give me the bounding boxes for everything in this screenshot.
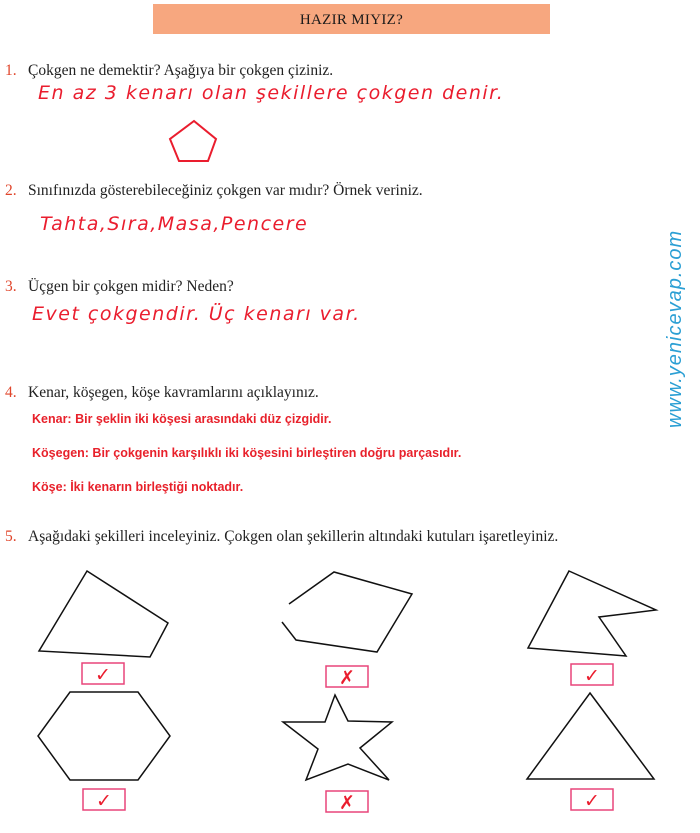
answer-3: Evet çokgendir. Üç kenarı var. [32,303,361,325]
definition-kose: Köşe: İki kenarın birleştiği noktadır. [32,480,244,494]
question-text: Sınıfınızda gösterebileceğiniz çokgen var mıdır? Örnek veriniz. [28,182,423,199]
cross-mark: ✗ [339,792,355,814]
answer-2: Tahta,Sıra,Masa,Pencere [40,213,309,235]
answer-1: En az 3 kenarı olan şekillere çokgen denir. [38,82,505,104]
question-number: 4. [5,384,17,401]
check-mark: ✓ [96,790,112,812]
definition-kenar: Kenar: Bir şeklin iki köşesi arasındaki düz çizgidir. [32,412,332,426]
shape-hexagon [38,692,170,780]
question-text: Kenar, köşegen, köşe kavramlarını açıklayınız. [28,384,319,401]
check-mark: ✓ [584,665,600,687]
page-title: HAZIR MIYIZ? [153,4,550,34]
shape-open [282,572,412,652]
shape-quadrilateral [39,571,168,657]
question-number: 5. [5,528,17,545]
shape-triangle [527,693,654,779]
question-number: 2. [5,182,17,199]
question-number: 3. [5,278,17,295]
question-number: 1. [5,62,17,79]
question-text: Çokgen ne demektir? Aşağıya bir çokgen çiziniz. [28,62,334,79]
cross-mark: ✗ [339,667,355,689]
shape-star [283,695,392,780]
check-mark: ✓ [95,664,111,686]
pentagon-drawing [170,121,216,161]
question-text: Üçgen bir çokgen midir? Neden? [28,278,234,295]
watermark: www.yenicevap.com [664,229,686,428]
question-text: Aşağıdaki şekilleri inceleyiniz. Çokgen olan şekillerin altındaki kutuları işaretleyiniz. [28,528,559,545]
check-mark: ✓ [584,790,600,812]
shape-concave-quadrilateral [528,571,656,656]
definition-kosegen: Köşegen: Bir çokgenin karşılıklı iki köşesini birleştiren doğru parçasıdır. [32,446,462,460]
